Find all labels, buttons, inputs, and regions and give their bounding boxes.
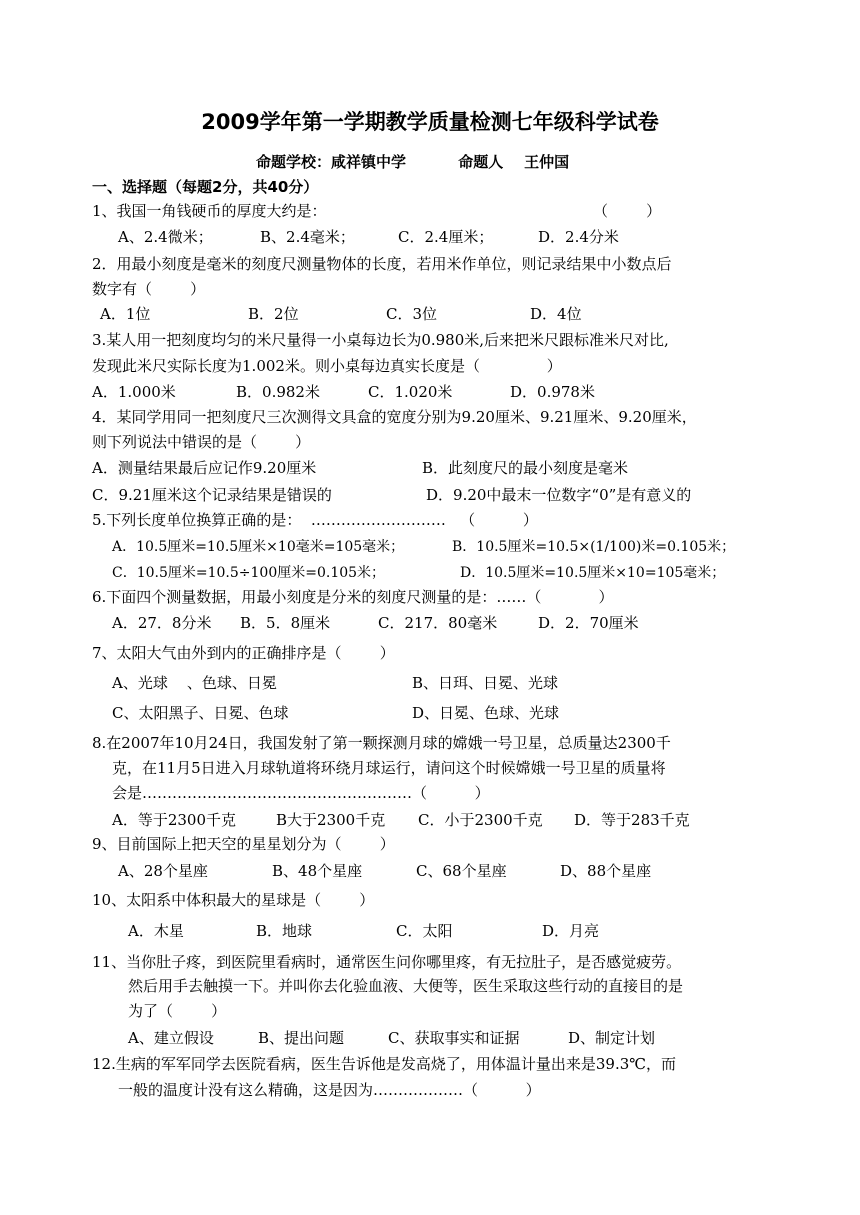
q10-option-a: A．木星 <box>128 922 184 940</box>
q2-option-a: A．1位 <box>100 305 151 323</box>
q7-stem: 7、太阳大气由外到内的正确排序是（ ） <box>92 644 395 662</box>
q5-option-d: D．10.5厘米=10.5厘米×10=105毫米； <box>460 565 726 581</box>
q8-option-b: B大于2300千克 <box>276 811 386 829</box>
q7-option-a: A、光球 、色球、日冕 <box>112 674 277 692</box>
q3-stem-line1: 3.某人用一把刻度均匀的米尺量得一小桌每边长为0.980米,后来把米尺跟标准米尺对比, <box>92 331 669 349</box>
q8-option-d: D．等于283千克 <box>574 811 690 829</box>
q6-option-c: C．217．80毫米 <box>378 614 498 632</box>
q8-stem-line2: 克，在11月5日进入月球轨道将环绕月球运行，请问这个时候嫦娥一号卫星的质量将 <box>112 759 666 777</box>
q8-stem-line1: 8.在2007年10月24日，我国发射了第一颗探测月球的嫦娥一号卫星，总质量达2300千 <box>92 734 671 752</box>
q6-option-a: A．27．8分米 <box>112 614 212 632</box>
q1-option-b: B、2.4毫米； <box>260 228 355 246</box>
q1-answer-paren: （ ） <box>593 202 662 220</box>
q7-option-b: B、日珥、日冕、光球 <box>412 674 559 692</box>
q10-option-c: C．太阳 <box>396 922 453 940</box>
q7-option-c: C、太阳黑子、日冕、色球 <box>112 704 289 722</box>
q4-option-d: D．9.20中最末一位数字“0”是有意义的 <box>426 486 692 504</box>
q3-stem-line2: 发现此米尺实际长度为1.002米。则小桌每边真实长度是（ ） <box>92 357 562 375</box>
q6-option-b: B．5．8厘米 <box>240 614 331 632</box>
q11-option-d: D、制定计划 <box>568 1029 656 1047</box>
q10-stem: 10、太阳系中体积最大的星球是（ ） <box>92 891 375 909</box>
q5-option-c: C．10.5厘米=10.5÷100厘米=0.105米； <box>112 565 386 581</box>
q5-stem: 5.下列长度单位换算正确的是： ……………………… （ ） <box>92 511 538 529</box>
q11-stem-line1: 11、当你肚子疼，到医院里看病时，通常医生问你哪里疼，有无拉肚子，是否感觉疲劳。 <box>92 953 682 971</box>
q4-stem-line1: 4．某同学用同一把刻度尺三次测得文具盒的宽度分别为9.20厘米、9.21厘米、9.20厘米， <box>92 408 697 426</box>
q3-option-b: B．0.982米 <box>236 383 320 401</box>
q4-option-c: C．9.21厘米这个记录结果是错误的 <box>92 486 332 504</box>
q3-option-c: C．1.020米 <box>368 383 453 401</box>
q2-stem-line1: 2．用最小刻度是毫米的刻度尺测量物体的长度，若用米作单位，则记录结果中小数点后 <box>92 255 672 273</box>
q9-option-d: D、88个星座 <box>560 862 652 880</box>
q12-stem-line2: 一般的温度计没有这么精确，这是因为………………（ ） <box>118 1081 541 1099</box>
q9-option-c: C、68个星座 <box>416 862 507 880</box>
q1-option-a: A、2.4微米； <box>118 228 213 246</box>
q11-stem-line2: 然后用手去触摸一下。并叫你去化验血液、大便等，医生采取这些行动的直接目的是 <box>128 977 684 995</box>
q10-option-d: D．月亮 <box>542 922 600 940</box>
q7-option-d: D、日冕、色球、光球 <box>412 704 560 722</box>
q2-option-b: B．2位 <box>248 305 299 323</box>
q5-option-b: B．10.5厘米=10.5×(1/100)米=0.105米； <box>452 539 736 555</box>
author-line: 命题学校：咸祥镇中学 命题人 王仲国 <box>256 153 570 171</box>
q12-stem-line1: 12.生病的军军同学去医院看病，医生告诉他是发高烧了，用体温计量出来是39.3℃，而 <box>92 1055 677 1073</box>
q1-stem: 1、我国一角钱硬币的厚度大约是： <box>92 202 327 220</box>
q4-option-b: B．此刻度尺的最小刻度是毫米 <box>422 459 629 477</box>
q8-option-c: C．小于2300千克 <box>418 811 543 829</box>
q11-option-a: A、建立假设 <box>128 1029 214 1047</box>
page-title: 2009学年第一学期教学质量检测七年级科学试卷 <box>201 110 659 134</box>
q2-option-d: D．4位 <box>530 305 582 323</box>
q6-option-d: D．2．70厘米 <box>538 614 639 632</box>
q2-stem-line2: 数字有（ ） <box>92 280 206 298</box>
q11-option-c: C、获取事实和证据 <box>388 1029 520 1047</box>
q11-option-b: B、提出问题 <box>258 1029 345 1047</box>
q10-option-b: B．地球 <box>256 922 313 940</box>
q4-stem-line2: 则下列说法中错误的是（ ） <box>92 433 311 451</box>
q9-stem: 9、目前国际上把天空的星星划分为（ ） <box>92 835 395 853</box>
q1-option-c: C．2.4厘米； <box>398 228 494 246</box>
q3-option-a: A．1.000米 <box>92 383 176 401</box>
q8-option-a: A．等于2300千克 <box>112 811 237 829</box>
q6-stem: 6.下面四个测量数据，用最小刻度是分米的刻度尺测量的是：……（ ） <box>92 588 614 606</box>
q11-stem-line3: 为了（ ） <box>128 1002 227 1020</box>
q3-option-d: D．0.978米 <box>510 383 595 401</box>
q2-option-c: C．3位 <box>386 305 438 323</box>
q9-option-a: A、28个星座 <box>118 862 208 880</box>
q5-option-a: A．10.5厘米=10.5厘米×10毫米=105毫米； <box>112 539 405 555</box>
q1-option-d: D．2.4分米 <box>538 228 619 246</box>
section-heading: 一、选择题（每题2分，共40分） <box>92 178 319 196</box>
q8-stem-line3: 会是………………………………………………（ ） <box>112 784 490 802</box>
q4-option-a: A．测量结果最后应记作9.20厘米 <box>92 459 317 477</box>
q9-option-b: B、48个星座 <box>272 862 363 880</box>
